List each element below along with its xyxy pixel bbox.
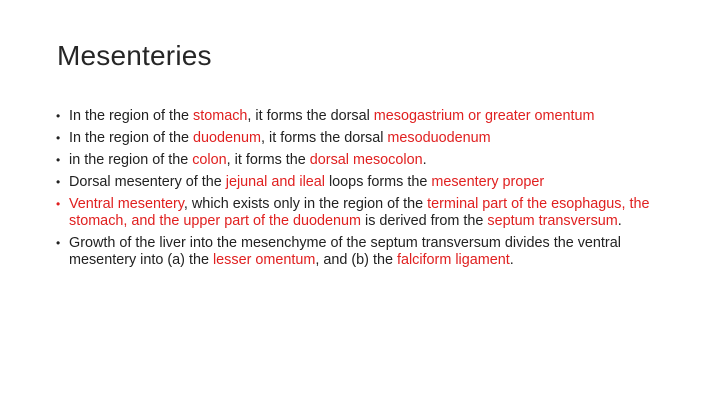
bullet-dot-icon: • xyxy=(56,131,61,145)
highlighted-term: Ventral mesentery xyxy=(69,196,184,212)
bullet-item xyxy=(56,152,666,169)
text-segment: , it forms the xyxy=(226,152,310,168)
bullet-item xyxy=(56,196,666,230)
highlighted-term: duodenum xyxy=(193,130,262,146)
bullet-text xyxy=(69,174,544,190)
highlighted-term: dorsal mesocolon xyxy=(309,152,423,168)
text-segment: . xyxy=(617,213,622,229)
bullet-dot-icon: • xyxy=(56,109,61,123)
highlighted-term: falciform ligament xyxy=(396,252,510,268)
text-segment: Growth of the liver into the mesenchyme of the septum transversum divides the ventral mesentery into (a) the xyxy=(69,235,621,268)
bullet-dot-icon: • xyxy=(56,175,61,189)
slide-title: Mesenteries xyxy=(57,40,212,71)
highlighted-term: mesoduodenum xyxy=(387,130,491,146)
text-segment: In the region of the xyxy=(69,130,194,146)
highlighted-term: septum transversum xyxy=(487,213,618,229)
highlighted-term: lesser omentum xyxy=(212,252,316,268)
bullet-item xyxy=(56,235,666,269)
text-segment: is derived from the xyxy=(361,213,488,229)
highlighted-term: jejunal and ileal xyxy=(225,174,325,190)
highlighted-term: mesogastrium or greater omentum xyxy=(373,108,595,124)
bullet-text xyxy=(69,108,595,124)
bullet-text xyxy=(69,130,491,146)
text-segment: . xyxy=(509,252,514,268)
bullet-dot-icon: • xyxy=(56,236,61,250)
bullet-dot-icon: • xyxy=(56,197,61,211)
text-segment: in the region of the xyxy=(69,152,193,168)
text-segment: , and (b) the xyxy=(315,252,397,268)
bullet-dot-icon: • xyxy=(56,153,61,167)
text-segment: . xyxy=(422,152,427,168)
highlighted-term: stomach xyxy=(193,108,248,124)
text-segment: , it forms the dorsal xyxy=(261,130,388,146)
text-segment: , it forms the dorsal xyxy=(247,108,374,124)
bullet-list xyxy=(56,108,666,274)
text-segment: Dorsal mesentery of the xyxy=(69,174,226,190)
bullet-item xyxy=(56,108,666,125)
highlighted-term: mesentery proper xyxy=(431,174,545,190)
text-segment: , which exists only in the region of the xyxy=(183,196,428,212)
bullet-item xyxy=(56,174,666,191)
bullet-text xyxy=(69,196,650,229)
text-segment: In the region of the xyxy=(69,108,194,124)
text-segment: loops forms the xyxy=(324,174,432,190)
highlighted-term: colon xyxy=(192,152,227,168)
bullet-text xyxy=(69,235,621,268)
highlighted-term: terminal part of the esophagus, the stomach, and the upper part of the duodenum xyxy=(69,196,650,229)
bullet-item xyxy=(56,130,666,147)
bullet-text xyxy=(69,152,427,168)
